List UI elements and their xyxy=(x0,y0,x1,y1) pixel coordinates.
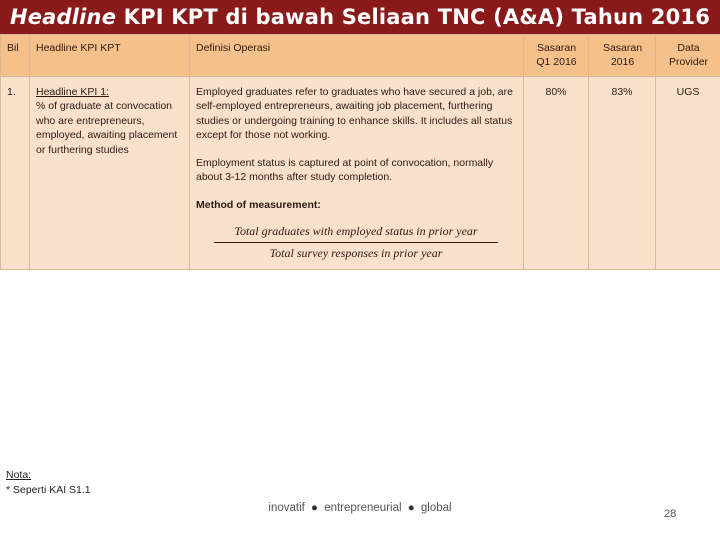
kpi-table xyxy=(0,34,720,270)
page-title-rest: KPI KPT di bawah Seliaan TNC (A&A) Tahun 2016 xyxy=(116,5,711,29)
tagline-word-2: entrepreneurial xyxy=(324,502,402,514)
page-title xyxy=(10,5,710,29)
formula-numerator: Total graduates with employed status in prior year xyxy=(214,223,498,243)
header-target-year: Sasaran 2016 xyxy=(589,35,656,77)
page-number: 28 xyxy=(664,508,677,520)
footer-tagline xyxy=(0,502,720,514)
definition-paragraph-2: Employment status is captured at point of convocation, normally about 3-12 months after study completion. xyxy=(196,156,494,184)
table-row xyxy=(1,77,720,270)
header-data-provider: Data Provider xyxy=(656,35,720,77)
note xyxy=(6,468,91,498)
tagline-word-1: inovatif xyxy=(268,502,305,514)
kpi-title: Headline KPI 1: xyxy=(36,86,109,98)
table-header-row xyxy=(1,35,720,77)
cell-target-q1: 80% xyxy=(524,77,589,270)
method-label: Method of measurement: xyxy=(196,198,321,211)
header-bil: Bil xyxy=(1,35,30,77)
header-kpi: Headline KPI KPT xyxy=(30,35,190,77)
cell-definition xyxy=(190,77,524,270)
cell-kpi xyxy=(30,77,190,270)
header-target-q1: Sasaran Q1 2016 xyxy=(524,35,589,77)
cell-data-provider: UGS xyxy=(656,77,720,270)
kpi-description: % of graduate at convocation who are entrepreneurs, employed, awaiting placement or furthering studies xyxy=(36,100,178,156)
tagline-word-3: global xyxy=(420,502,452,514)
note-text: * Seperti KAI S1.1 xyxy=(6,484,91,497)
tagline-separator-1: ● xyxy=(311,502,318,514)
cell-bil: 1. xyxy=(1,77,30,270)
measurement-formula xyxy=(214,223,498,261)
formula-denominator: Total survey responses in prior year xyxy=(269,245,443,260)
page-title-italic: Headline xyxy=(9,5,117,29)
header-definition: Definisi Operasi xyxy=(190,35,524,77)
cell-target-year: 83% xyxy=(589,77,656,270)
tagline-separator-2: ● xyxy=(407,502,415,514)
note-label: Nota: xyxy=(6,469,32,481)
title-bar xyxy=(0,0,720,34)
definition-paragraph-1: Employed graduates refer to graduates who have secured a job, are self-employed entrepreneurs, awaiting job placement, furthering studies or undergoing training to enhance skills. It includes all status except for those not working. xyxy=(196,86,513,142)
